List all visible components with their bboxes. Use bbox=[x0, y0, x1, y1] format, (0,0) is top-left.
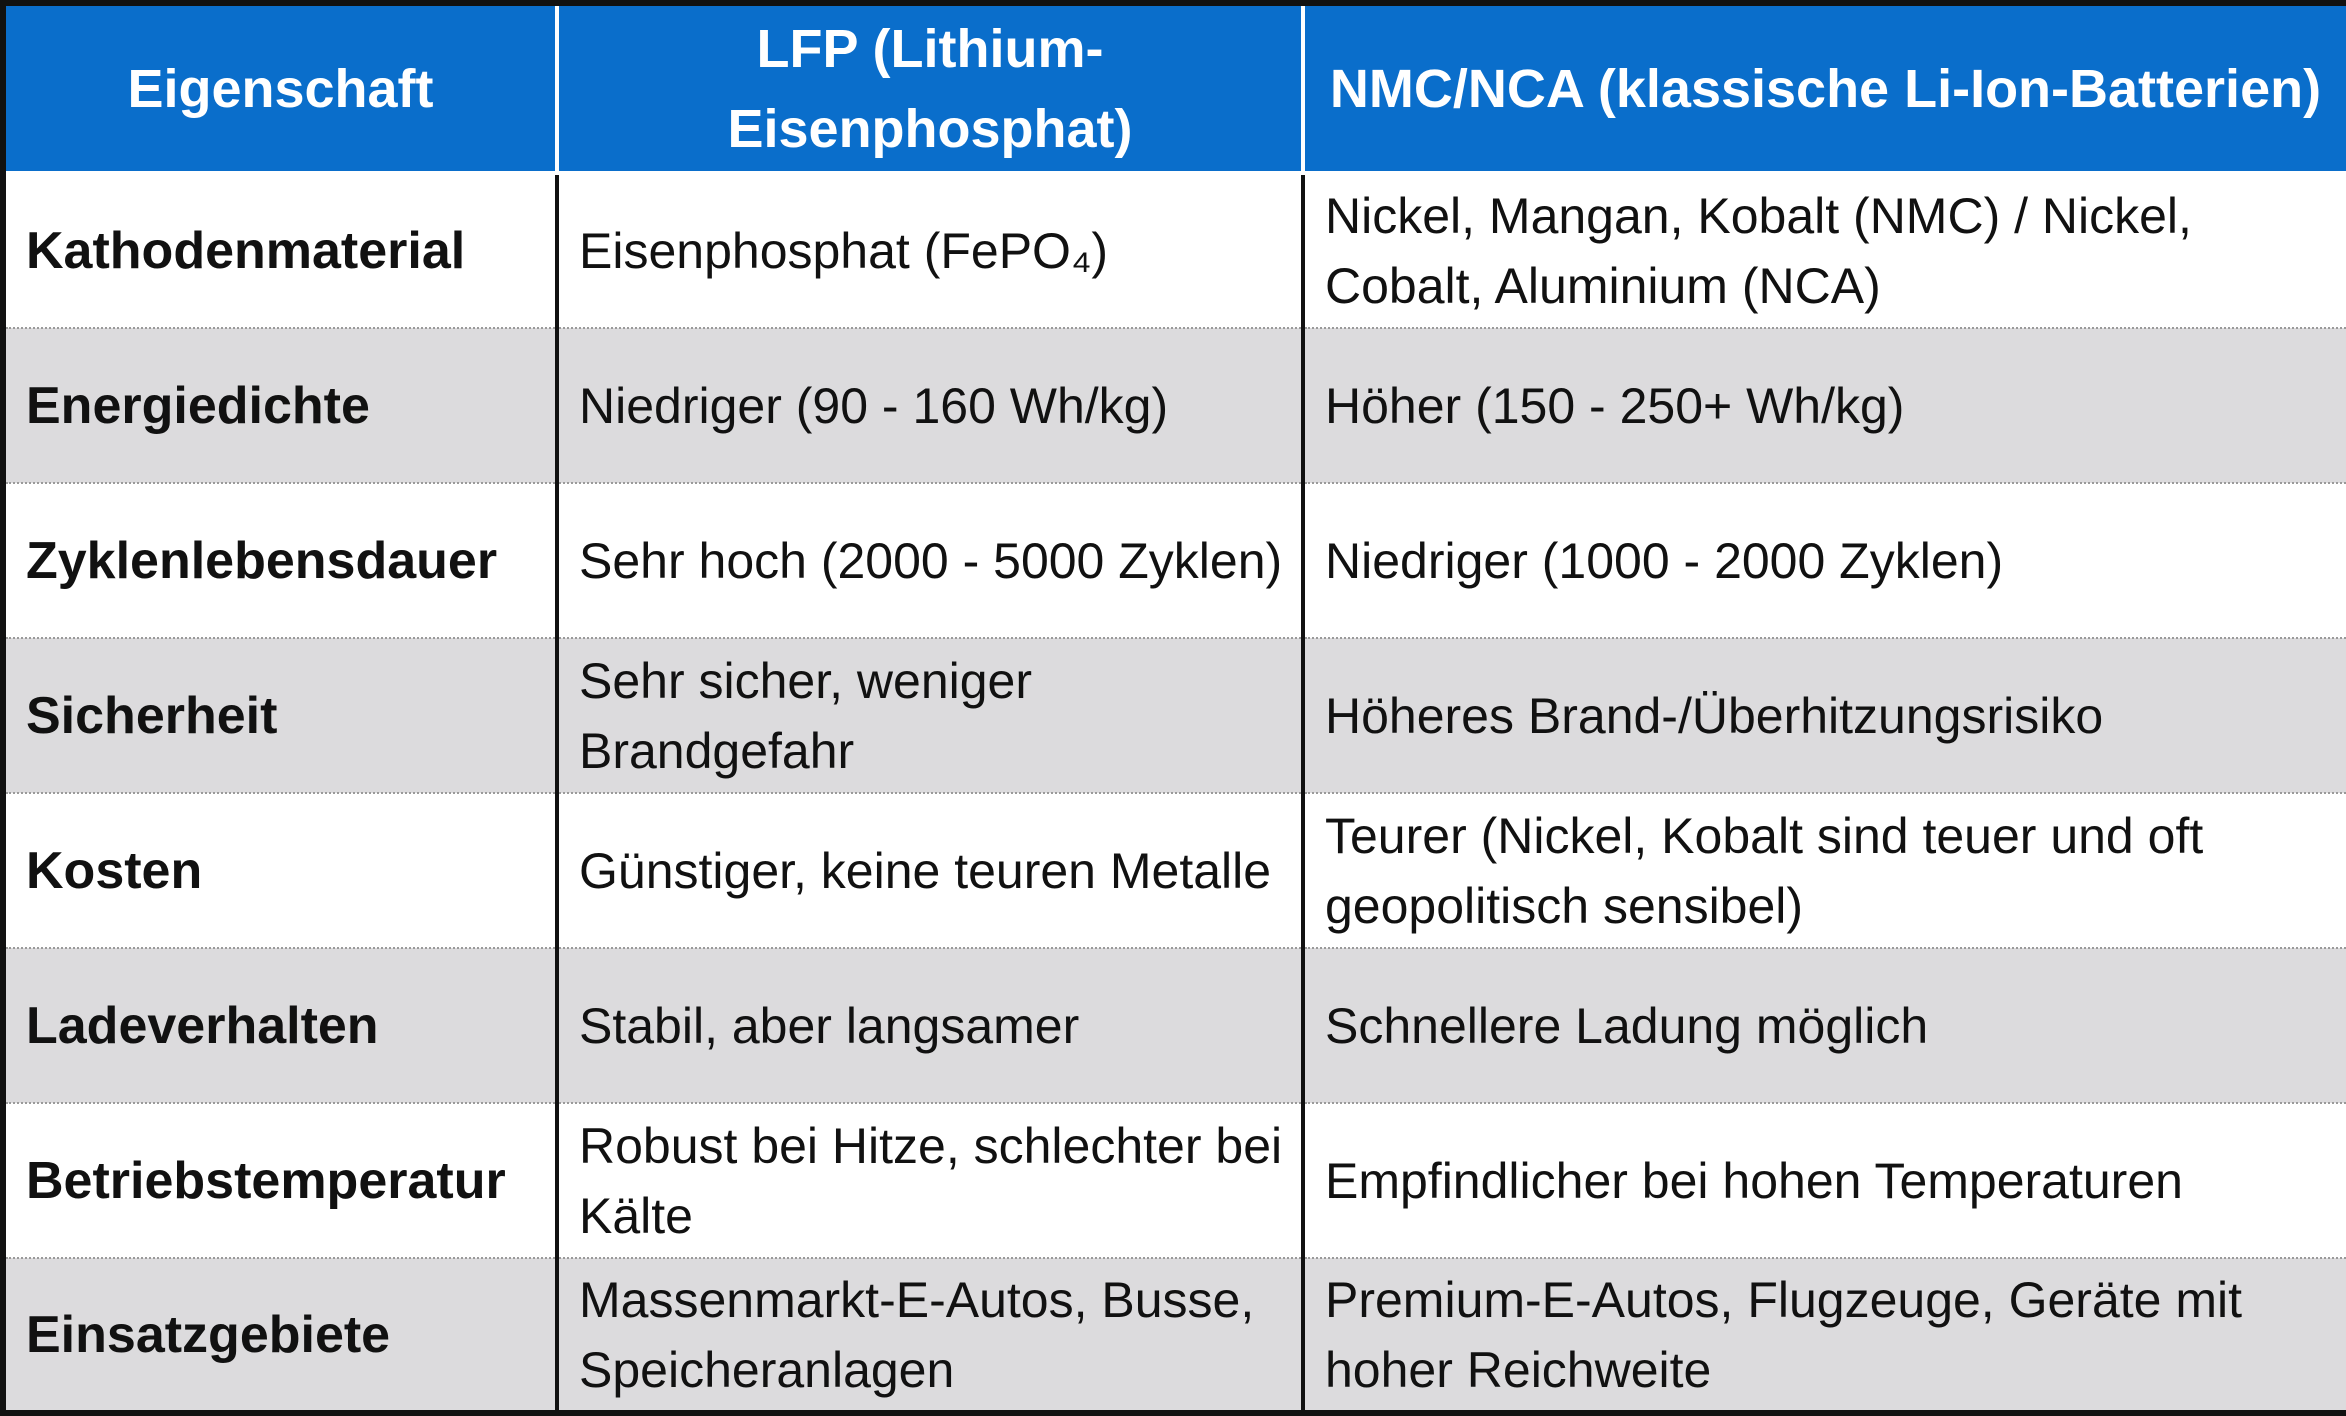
nmc-nca-cell: Teurer (Nickel, Kobalt sind teuer und oft geopolitisch sensibel) bbox=[1303, 793, 2346, 948]
nmc-nca-cell: Höheres Brand-/Überhitzungsrisiko bbox=[1303, 638, 2346, 793]
lfp-cell: Niedriger (90 - 160 Wh/kg) bbox=[557, 328, 1303, 483]
table-row bbox=[3, 1258, 2346, 1413]
column-header-lfp: LFP (Lithium-Eisenphosphat) bbox=[557, 3, 1303, 173]
row-label: Einsatzgebiete bbox=[3, 1258, 557, 1413]
column-header-property: Eigenschaft bbox=[3, 3, 557, 173]
table-row bbox=[3, 483, 2346, 638]
row-label: Kathodenmaterial bbox=[3, 173, 557, 328]
nmc-nca-cell: Premium-E-Autos, Flugzeuge, Geräte mit hoher Reichweite bbox=[1303, 1258, 2346, 1413]
table-header bbox=[3, 3, 2346, 173]
lfp-cell: Robust bei Hitze, schlechter bei Kälte bbox=[557, 1103, 1303, 1258]
table-row bbox=[3, 793, 2346, 948]
nmc-nca-cell: Schnellere Ladung möglich bbox=[1303, 948, 2346, 1103]
row-label: Kosten bbox=[3, 793, 557, 948]
lfp-cell: Eisenphosphat (FePO₄) bbox=[557, 173, 1303, 328]
column-header-nmc-nca: NMC/NCA (klassische Li-Ion-Batterien) bbox=[1303, 3, 2346, 173]
table-row bbox=[3, 948, 2346, 1103]
row-label: Energiedichte bbox=[3, 328, 557, 483]
lfp-cell: Sehr hoch (2000 - 5000 Zyklen) bbox=[557, 483, 1303, 638]
lfp-cell: Sehr sicher, weniger Brandgefahr bbox=[557, 638, 1303, 793]
nmc-nca-cell: Höher (150 - 250+ Wh/kg) bbox=[1303, 328, 2346, 483]
table-row bbox=[3, 328, 2346, 483]
table-row bbox=[3, 638, 2346, 793]
row-label: Betriebstemperatur bbox=[3, 1103, 557, 1258]
header-row bbox=[3, 3, 2346, 173]
lfp-cell: Günstiger, keine teuren Metalle bbox=[557, 793, 1303, 948]
table-row bbox=[3, 1103, 2346, 1258]
nmc-nca-cell: Niedriger (1000 - 2000 Zyklen) bbox=[1303, 483, 2346, 638]
row-label: Zyklenlebensdauer bbox=[3, 483, 557, 638]
nmc-nca-cell: Empfindlicher bei hohen Temperaturen bbox=[1303, 1103, 2346, 1258]
row-label: Sicherheit bbox=[3, 638, 557, 793]
table-row bbox=[3, 173, 2346, 328]
nmc-nca-cell: Nickel, Mangan, Kobalt (NMC) / Nickel, Cobalt, Aluminium (NCA) bbox=[1303, 173, 2346, 328]
lfp-cell: Stabil, aber langsamer bbox=[557, 948, 1303, 1103]
lfp-cell: Massenmarkt-E-Autos, Busse, Speicheranlagen bbox=[557, 1258, 1303, 1413]
row-label: Ladeverhalten bbox=[3, 948, 557, 1103]
table-body bbox=[3, 173, 2346, 1413]
